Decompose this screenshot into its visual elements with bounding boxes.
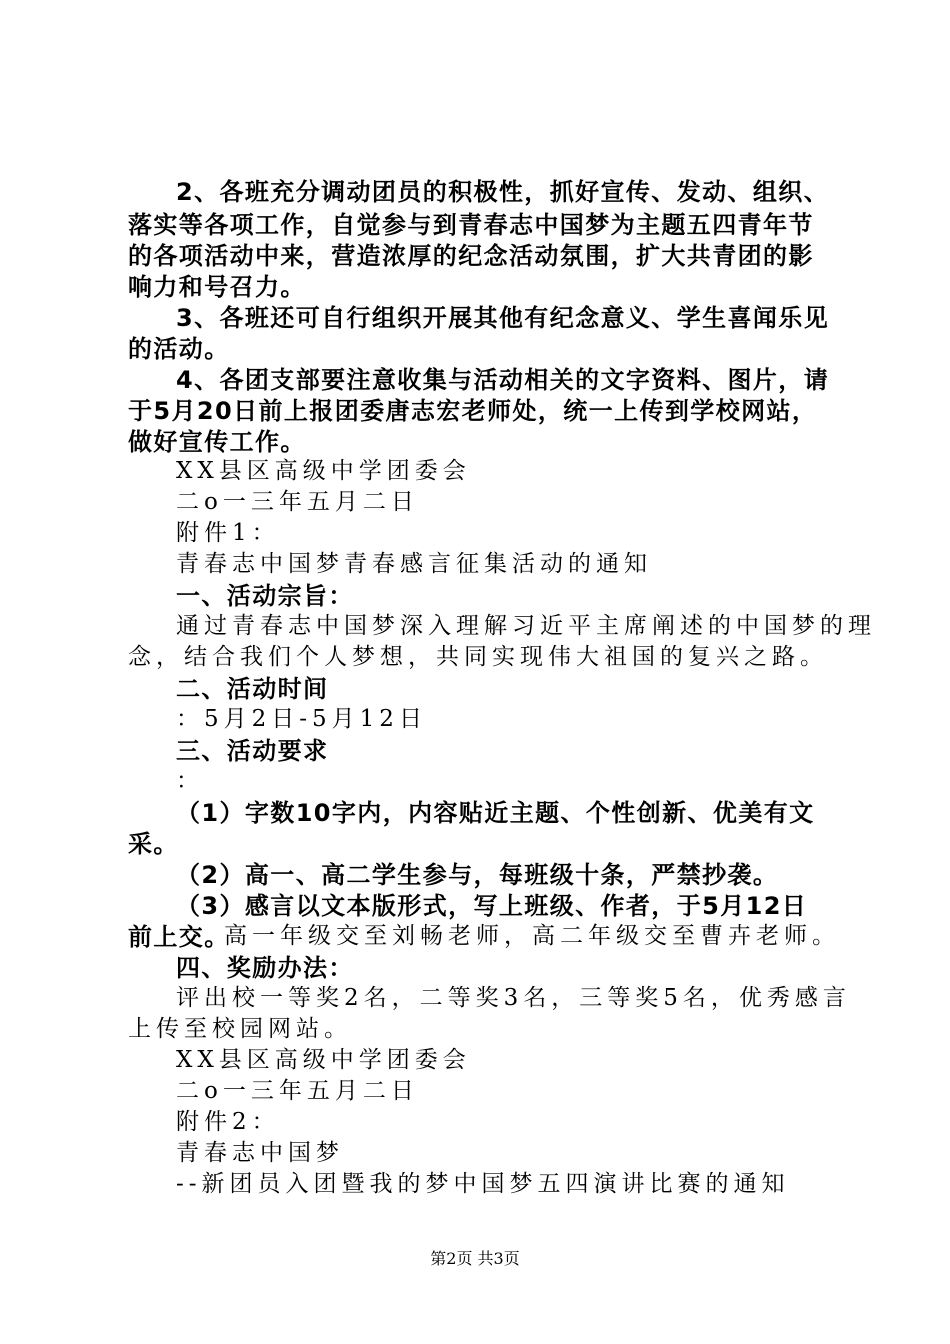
paragraph-line: 做好宣传工作。 (128, 428, 306, 456)
section-heading: 二、活动时间 (176, 675, 329, 703)
paragraph-line: （1）字数10字内，内容贴近主题、个性创新、优美有文 (176, 799, 815, 827)
paragraph-line: 念，结合我们个人梦想，共同实现伟大祖国的复兴之路。 (128, 644, 828, 670)
paragraph-line: 的各项活动中来，营造浓厚的纪念活动氛围，扩大共青团的影 (128, 242, 814, 270)
paragraph-line: ：5月2日-5月12日 (176, 706, 427, 732)
paragraph-line: 采。 (128, 830, 179, 858)
paragraph-line: 3、各班还可自行组织开展其他有纪念意义、学生喜闻乐见 (176, 304, 830, 332)
paragraph-line: （2）高一、高二学生参与，每班级十条，严禁抄袭。 (176, 861, 779, 889)
section-heading: 一、活动宗旨： (176, 582, 354, 610)
signature-organization: XX县区高级中学团委会 (176, 458, 471, 484)
paragraph-line: 2、各班充分调动团员的积极性，抓好宣传、发动、组织、 (176, 178, 830, 206)
paragraph-line: 通过青春志中国梦深入理解习近平主席阐述的中国梦的理 (176, 613, 876, 639)
paragraph-line: 4、各团支部要注意收集与活动相关的文字资料、图片，请 (176, 366, 830, 394)
paragraph-line: 高一年级交至刘畅老师，高二年级交至曹卉老师。 (224, 923, 840, 949)
signature-date: 二o一三年五月二日 (176, 1078, 419, 1104)
paragraph-line: （3）感言以文本版形式，写上班级、作者，于5月12日 (176, 892, 808, 920)
attachment-title: 青春志中国梦 (176, 1140, 344, 1166)
attachment-subtitle: --新团员入团暨我的梦中国梦五四演讲比赛的通知 (176, 1171, 790, 1197)
section-heading: 三、活动要求 (176, 737, 329, 765)
paragraph-line: 评出校一等奖2名，二等奖3名，三等奖5名，优秀感言 (176, 985, 851, 1011)
paragraph-line: 响力和号召力。 (128, 273, 306, 301)
paragraph-line: 前上交。 (128, 923, 230, 951)
paragraph-line: 的活动。 (128, 335, 230, 363)
signature-organization: XX县区高级中学团委会 (176, 1047, 471, 1073)
attachment-label: 附件1： (176, 520, 280, 546)
paragraph-line: 上传至校园网站。 (128, 1016, 352, 1042)
attachment-title: 青春志中国梦青春感言征集活动的通知 (176, 551, 652, 577)
paragraph-line: 落实等各项工作，自觉参与到青春志中国梦为主题五四青年节 (128, 211, 814, 239)
section-heading: 四、奖励办法： (176, 954, 354, 982)
paragraph-line: ： (176, 768, 204, 794)
signature-date: 二o一三年五月二日 (176, 489, 419, 515)
paragraph-line: 于5月20日前上报团委唐志宏老师处，统一上传到学校网站， (128, 397, 818, 425)
page-number-footer: 第2页 共3页 (430, 1249, 520, 1268)
attachment-label: 附件2： (176, 1109, 280, 1135)
